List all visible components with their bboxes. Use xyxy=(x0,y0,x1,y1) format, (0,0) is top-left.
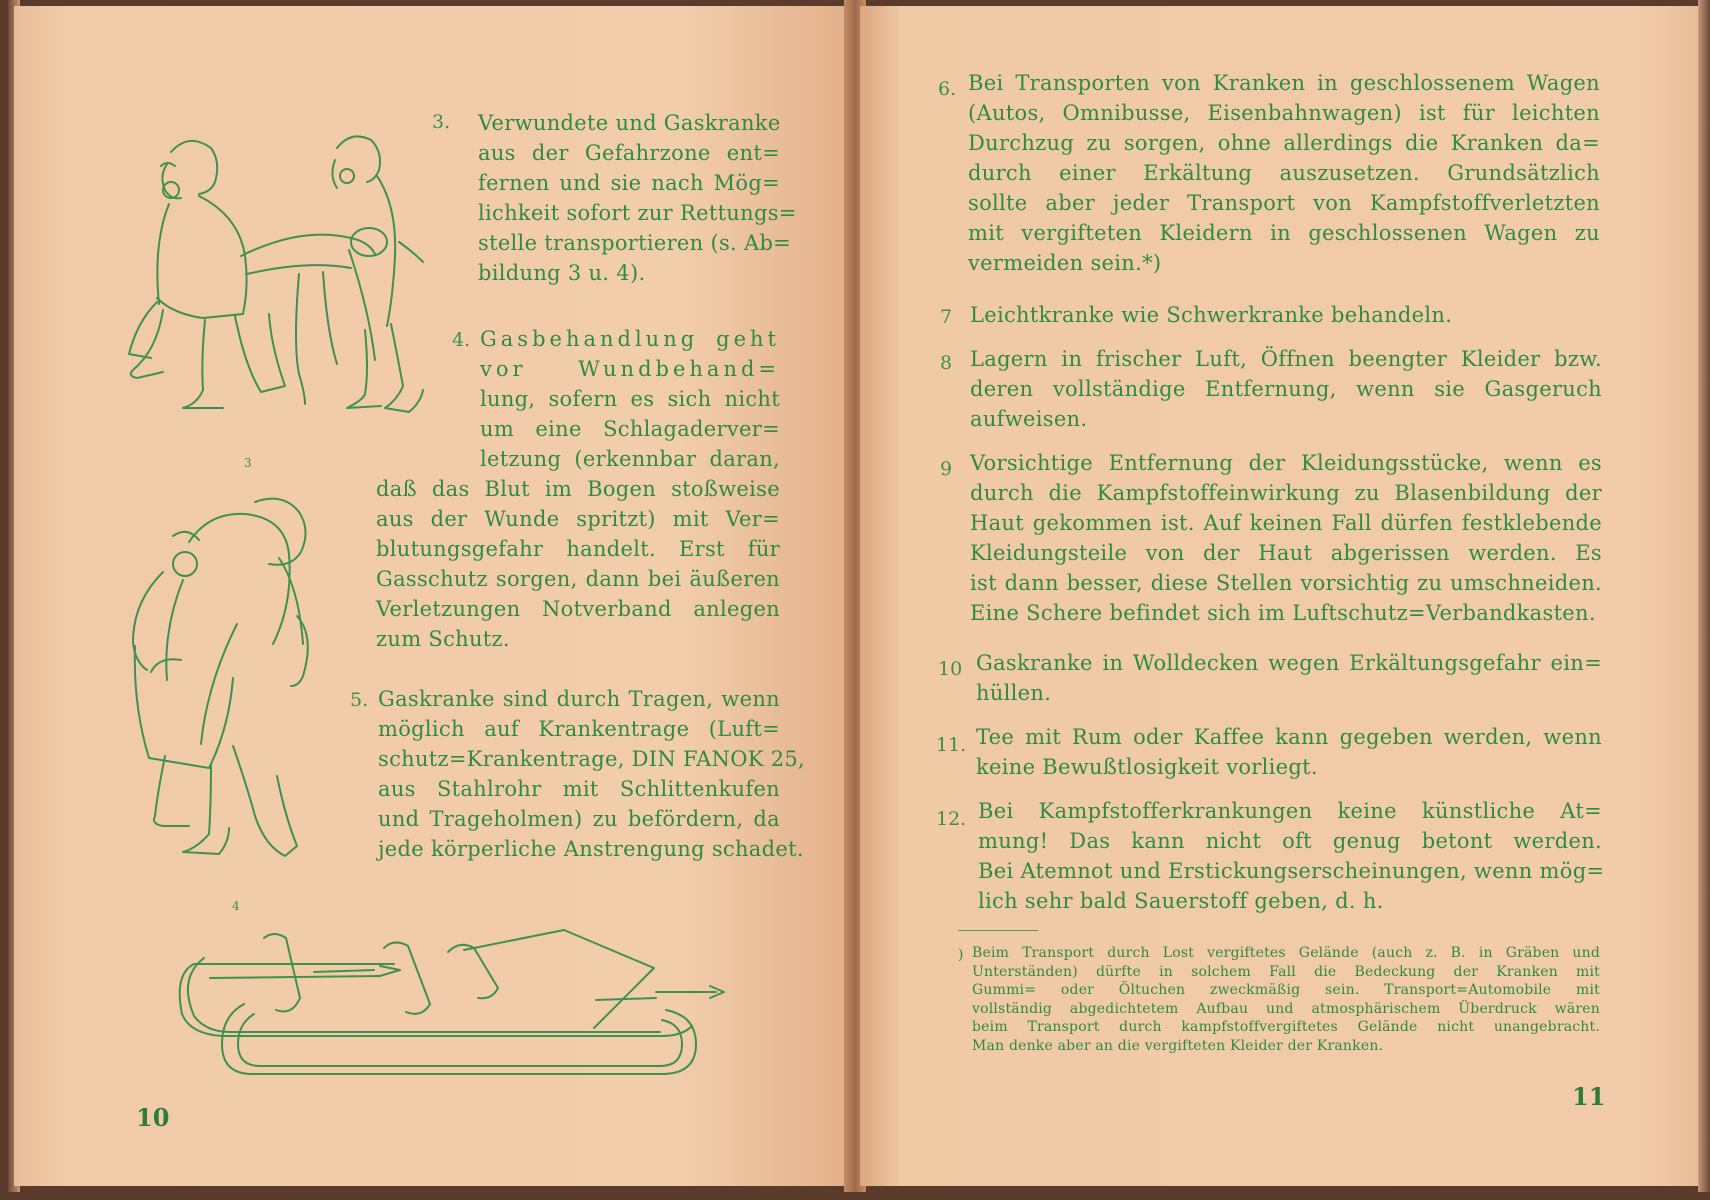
item-3-number: 3. xyxy=(432,111,451,133)
text-line: Gasschutz sorgen, dann bei äußeren xyxy=(376,567,780,591)
text-line: Bei Transporten von Kranken in geschlossenem Wagen xyxy=(968,71,1600,95)
text-line: ist dann besser, diese Stellen vorsichtig zu umschneiden. xyxy=(970,571,1602,595)
text-line: Leichtkranke wie Schwerkranke behandeln. xyxy=(970,303,1453,327)
item-7-text xyxy=(970,300,1602,330)
item-4-text-narrow xyxy=(480,324,780,474)
text-line: Gasbehandlung geht xyxy=(480,327,780,351)
page-number-left: 10 xyxy=(136,1103,170,1132)
text-line: Kleidungsteile von der Haut abgerissen werden. Es xyxy=(970,541,1602,565)
text-line: jede körperliche Anstrengung schadet. xyxy=(378,837,804,861)
text-line: Haut gekommen ist. Auf keinen Fall dürfen festklebende xyxy=(970,511,1602,535)
text-line: und Trageholmen) zu befördern, da xyxy=(378,807,780,831)
text-line: schutz=Krankentrage, DIN FANOK 25, xyxy=(378,747,806,771)
text-line: Verwundete und Gaskranke xyxy=(478,111,781,135)
right-book-edge xyxy=(1698,0,1710,1192)
text-line: Bei Kampfstofferkrankungen keine künstliche At= xyxy=(978,799,1602,823)
item-11-text xyxy=(976,722,1602,782)
text-line: um eine Schlagaderver= xyxy=(480,417,780,441)
text-line: möglich auf Krankentrage (Luft= xyxy=(378,717,780,741)
text-line: fernen und sie nach Mög= xyxy=(478,171,780,195)
text-line: Lagern in frischer Luft, Öffnen beengter Kleider bzw. xyxy=(970,347,1602,371)
open-booklet xyxy=(8,0,1708,1192)
item-6-text xyxy=(968,68,1600,278)
footnote-line: Unterständen) dürfte in solchem Fall die Bedeckung der Kranken mit xyxy=(972,963,1600,980)
item-3-text xyxy=(478,108,797,288)
footnote-line: Man denke aber an die vergifteten Kleider der Kranken. xyxy=(972,1037,1384,1054)
text-line: blutungsgefahr handelt. Erst für xyxy=(376,537,780,561)
footnote-line: Gummi= oder Öltuchen zweckmäßig sein. Transport=Automobile mit xyxy=(972,982,1600,998)
text-line: daß das Blut im Bogen stoßweise xyxy=(376,477,780,501)
figure-4-label: 4 xyxy=(232,899,240,913)
item-10-text xyxy=(976,648,1602,708)
item-8-number: 8 xyxy=(940,352,953,374)
item-9-text xyxy=(970,448,1602,628)
text-line: Verletzungen Notverband anlegen xyxy=(376,597,780,621)
text-line: aufweisen. xyxy=(970,407,1088,431)
item-4-number: 4. xyxy=(452,329,471,351)
text-line: lich sehr bald Sauerstoff geben, d. h. xyxy=(978,889,1384,913)
text-line: zum Schutz. xyxy=(376,627,510,651)
item-8-text xyxy=(970,344,1602,434)
item-4-text-wide xyxy=(376,474,780,654)
item-9-number: 9 xyxy=(940,458,953,480)
text-line: stelle transportieren (s. Ab= xyxy=(478,231,792,255)
text-line: mung! Das kann nicht oft genug betont werden. xyxy=(978,829,1602,853)
item-6-number: 6. xyxy=(938,78,957,100)
stretcher-illustration xyxy=(164,924,734,1084)
left-page xyxy=(14,6,850,1186)
text-line: aus Stahlrohr mit Schlittenkufen xyxy=(378,777,780,801)
page-number-right: 11 xyxy=(1572,1082,1606,1111)
text-line: letzung (erkennbar daran, xyxy=(480,447,780,471)
text-line: lung, sofern es sich nicht xyxy=(480,387,780,411)
text-line: Vorsichtige Entfernung der Kleidungsstücke, wenn es xyxy=(970,451,1602,475)
item-12-number: 12. xyxy=(936,808,967,830)
footnote-marker: ) xyxy=(958,947,964,963)
figure-4-carry-illustration xyxy=(129,496,349,886)
text-line: vermeiden sein.*) xyxy=(968,251,1162,275)
text-line: Durchzug zu sorgen, ohne allerdings die Kranken da= xyxy=(968,131,1600,155)
figure-3-label: 3 xyxy=(244,456,252,470)
text-line: deren vollständige Entfernung, wenn sie Gasgeruch xyxy=(970,377,1602,401)
text-line: Tee mit Rum oder Kaffee kann gegeben werden, wenn xyxy=(976,725,1602,749)
figure-3-carry-illustration xyxy=(109,124,449,464)
text-line: sollte aber jeder Transport von Kampfstoffverletzten xyxy=(968,191,1600,215)
text-line: Eine Schere befindet sich im Luftschutz=Verbandkasten. xyxy=(970,601,1596,625)
text-line: lichkeit sofort zur Rettungs= xyxy=(478,201,797,225)
text-line: durch die Kampfstoffeinwirkung zu Blasenbildung der xyxy=(970,481,1602,505)
text-line: aus der Wunde spritzt) mit Ver= xyxy=(376,507,780,531)
item-5-number: 5. xyxy=(350,689,369,711)
item-5-text xyxy=(378,684,806,864)
footnote-text xyxy=(972,944,1600,1055)
text-line: keine Bewußtlosigkeit vorliegt. xyxy=(976,755,1318,779)
item-11-number: 11. xyxy=(936,734,967,756)
text-line: mit vergifteten Kleidern in geschlossenen Wagen zu xyxy=(968,221,1600,245)
text-line: aus der Gefahrzone ent= xyxy=(478,141,780,165)
text-line: hüllen. xyxy=(976,681,1052,705)
text-line: vor Wundbehand= xyxy=(480,357,780,381)
item-12-text xyxy=(978,796,1605,916)
text-line: Gaskranke sind durch Tragen, wenn xyxy=(378,687,780,711)
footnote-line: vollständig abgedichtetem Aufbau und atmosphärischem Überdruck wären xyxy=(972,1000,1600,1017)
footnote-line: beim Transport durch kampfstoffvergiftetes Gelände nicht unangebracht. xyxy=(972,1019,1600,1035)
footnote-line: Beim Transport durch Lost vergiftetes Gelände (auch z. B. in Gräben und xyxy=(972,945,1600,961)
text-line: Gaskranke in Wolldecken wegen Erkältungsgefahr ein= xyxy=(976,651,1602,675)
item-10-number: 10 xyxy=(938,658,963,680)
right-page xyxy=(860,6,1704,1186)
item-7-number: 7 xyxy=(940,306,953,328)
text-line: Bei Atemnot und Erstickungserscheinungen, wenn mög= xyxy=(978,859,1605,883)
text-line: (Autos, Omnibusse, Eisenbahnwagen) ist für leichten xyxy=(968,101,1600,125)
footnote-rule xyxy=(958,930,1038,931)
text-line: bildung 3 u. 4). xyxy=(478,261,646,285)
text-line: durch einer Erkältung auszusetzen. Grundsätzlich xyxy=(968,161,1600,185)
